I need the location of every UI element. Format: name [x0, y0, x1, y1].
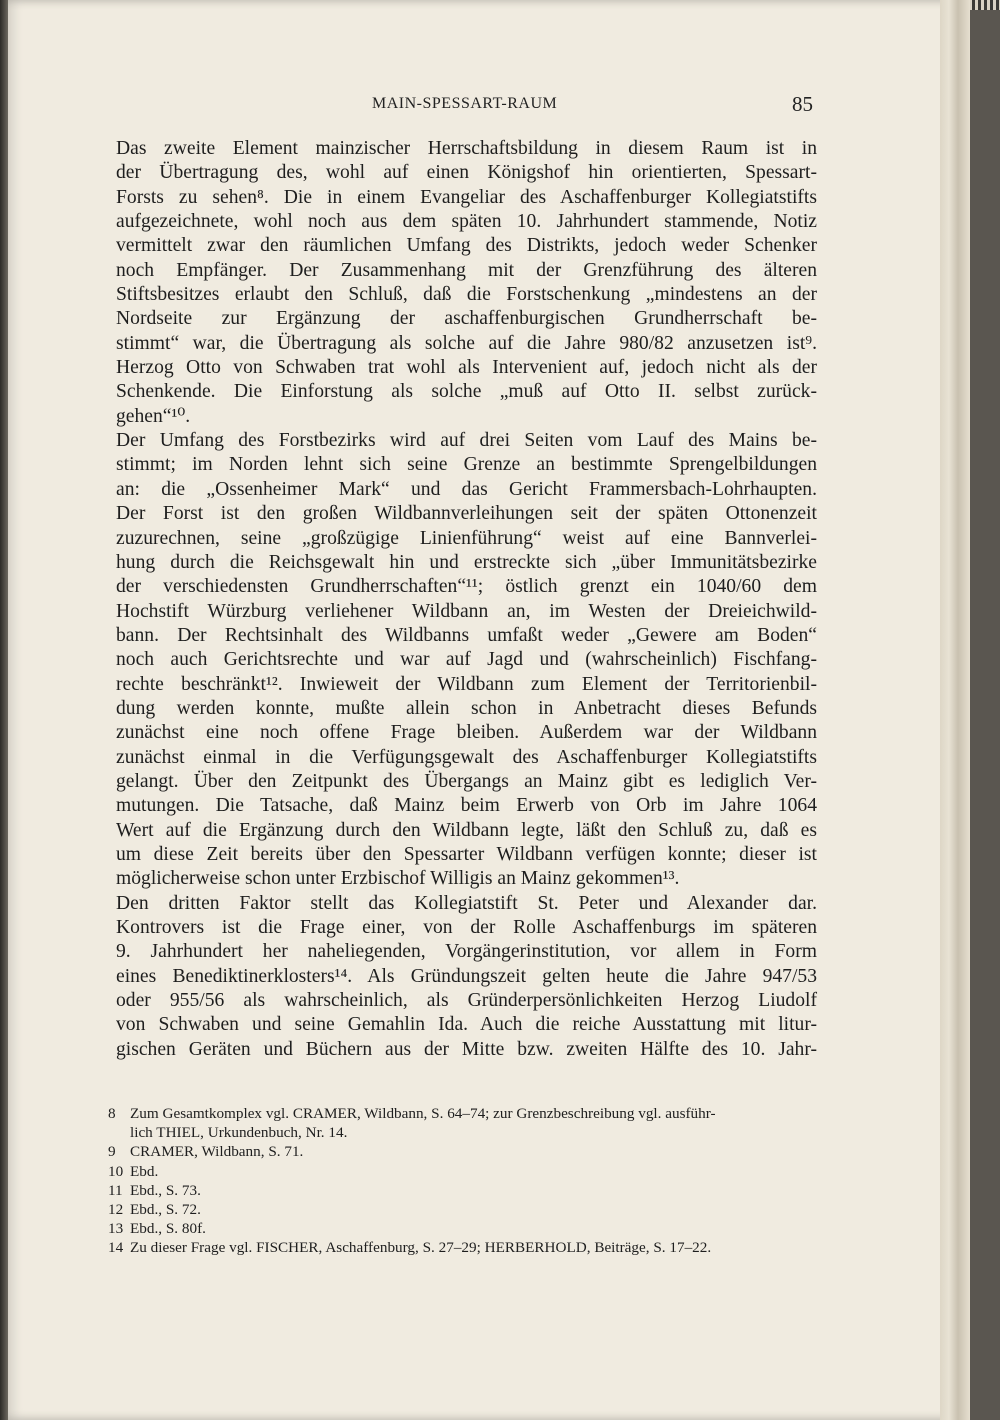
text-line: rechte beschränkt¹². Inwieweit der Wildbann zum Element der Territorienbil-	[116, 673, 817, 695]
text-line: Wert auf die Ergänzung durch den Wildbann legte, läßt den Schluß zu, daß es	[116, 819, 817, 841]
text-line: Herzog Otto von Schwaben trat wohl als Intervenient auf, jedoch nicht als der	[116, 357, 817, 379]
footnote-text: lich THIEL, Urkundenbuch, Nr. 14.	[130, 1124, 348, 1142]
footnote-number: 12	[108, 1200, 124, 1218]
footnote-text: Ebd., S. 72.	[130, 1200, 201, 1218]
text-line: der Übertragung des, wohl auf einen Königshof hin orientierten, Spessart-	[116, 162, 817, 184]
footnote-text: CRAMER, Wildbann, S. 71.	[130, 1143, 304, 1161]
page-number: 85	[792, 92, 813, 116]
text-line: noch Empfänger. Der Zusammenhang mit der Grenzführung des älteren	[116, 259, 817, 281]
footnote-number: 10	[108, 1162, 124, 1180]
text-line: gischen Geräten und Büchern aus der Mitte bzw. zweiten Hälfte des 10. Jahr-	[116, 1038, 817, 1060]
text-line: noch auch Gerichtsrechte und war auf Jagd und (wahrscheinlich) Fischfang-	[116, 649, 817, 671]
text-line: vermittelt zwar den räumlichen Umfang des Distrikts, jedoch weder Schenker	[116, 235, 817, 257]
text-line: Nordseite zur Ergänzung der aschaffenburgischen Grundherrschaft be-	[116, 308, 817, 330]
text-line: um diese Zeit bereits über den Spessarter Wildbann verfügen konnte; dieser ist	[116, 843, 817, 865]
footnote	[108, 1142, 828, 1161]
footnote-text: Ebd., S. 80f.	[130, 1220, 206, 1238]
text-line: der verschiedensten Grundherrschaften“¹¹; östlich grenzt ein 1040/60 dem	[116, 576, 817, 598]
text-line: gelangt. Über den Zeitpunkt des Übergangs an Mainz gibt es lediglich Ver-	[116, 770, 817, 792]
text-line: Hochstift Würzburg verliehener Wildbann an, im Westen der Dreieichwild-	[116, 600, 817, 622]
text-line: Den dritten Faktor stellt das Kollegiatstift St. Peter und Alexander dar.	[116, 892, 817, 914]
text-line: Der Forst ist den großen Wildbannverleihungen seit der späten Ottonenzeit	[116, 503, 817, 525]
text-line: Der Umfang des Forstbezirks wird auf drei Seiten vom Lauf des Mains be-	[116, 430, 817, 452]
text-line: Forsts zu sehen⁸. Die in einem Evangeliar des Aschaffenburger Kollegiatstifts	[116, 186, 817, 208]
text-line: stimmt“ war, die Übertragung als solche auf die Jahre 980/82 anzusetzen ist⁹.	[116, 332, 817, 354]
text-line: an: die „Ossenheimer Mark“ und das Gericht Frammersbach-Lohrhaupten.	[116, 478, 817, 500]
footnote-number: 9	[108, 1143, 116, 1161]
page-stack-edge	[940, 0, 970, 1420]
text-line: Stiftsbesitzes erlaubt den Schluß, daß die Forstschenkung „mindestens an der	[116, 284, 817, 306]
text-line: Schenkende. Die Einforstung als solche „muß auf Otto II. selbst zurück-	[116, 381, 817, 403]
footnote	[108, 1181, 828, 1200]
text-line: dung werden konnte, mußte allein schon in Anbetracht dieses Befunds	[116, 697, 817, 719]
text-line: mutungen. Die Tatsache, daß Mainz beim Erwerb von Orb im Jahre 1064	[116, 795, 817, 817]
text-line: von Schwaben und seine Gemahlin Ida. Auch die reiche Ausstattung mit litur-	[116, 1014, 817, 1036]
text-line: gehen“¹⁰.	[116, 405, 191, 427]
footnote-number: 14	[108, 1239, 124, 1257]
text-line: stimmt; im Norden lehnt sich seine Grenze an bestimmte Sprengelbildungen	[116, 454, 817, 476]
footnote-continuation	[108, 1123, 828, 1142]
running-head: MAIN-SPESSART-RAUM	[372, 95, 558, 112]
footnote-number: 13	[108, 1220, 124, 1238]
text-line: Kontrovers ist die Frage einer, von der Rolle Aschaffenburgs im späteren	[116, 917, 817, 938]
text-line: eines Benediktinerklosters¹⁴. Als Gründungszeit gelten heute die Jahre 947/53	[116, 965, 817, 987]
footnote	[108, 1162, 828, 1181]
footnote	[108, 1219, 828, 1238]
text-line: hung durch die Reichsgewalt hin und erstreckte sich „über Immunitätsbezirke	[116, 551, 817, 573]
footnote	[108, 1238, 828, 1257]
footnote-text: Zu dieser Frage vgl. FISCHER, Aschaffenburg, S. 27–29; HERBERHOLD, Beiträge, S. 17–22.	[130, 1239, 712, 1257]
text-line: zunächst einmal in die Verfügungsgewalt des Aschaffenburger Kollegiatstifts	[116, 746, 817, 768]
footnote-text: Ebd.	[130, 1162, 159, 1180]
footnote-text: Ebd., S. 73.	[130, 1181, 201, 1199]
text-line: aufgezeichnete, wohl noch aus dem späten 10. Jahrhundert stammende, Notiz	[116, 211, 817, 233]
text-line: bann. Der Rechtsinhalt des Wildbanns umfaßt weder „Gewere am Boden“	[116, 624, 817, 646]
body-text	[116, 137, 817, 1062]
text-line: möglicherweise schon unter Erzbischof Willigis an Mainz gekommen¹³.	[116, 868, 680, 890]
footnote	[108, 1104, 828, 1123]
text-line: zuzurechnen, seine „großzügige Linienführung“ weist auf eine Bannverlei-	[116, 527, 817, 549]
footnote	[108, 1200, 828, 1219]
text-line: zunächst eine noch offene Frage bleiben. Außerdem war der Wildbann	[116, 722, 817, 744]
footnotes	[108, 1104, 828, 1258]
page-header	[0, 92, 970, 119]
text-line: Das zweite Element mainzischer Herrschaftsbildung in diesem Raum ist in	[116, 138, 817, 159]
text-line: 9. Jahrhundert her naheliegenden, Vorgängerinstitution, vor allem in Form	[116, 941, 817, 963]
footnote-number: 11	[108, 1181, 123, 1199]
footnote-number: 8	[108, 1105, 116, 1122]
text-line: oder 955/56 als wahrscheinlich, als Gründerpersönlichkeiten Herzog Liudolf	[116, 990, 817, 1012]
footnote-text: Zum Gesamtkomplex vgl. CRAMER, Wildbann, S. 64–74; zur Grenzbeschreibung vgl. ausführ-	[130, 1105, 716, 1122]
